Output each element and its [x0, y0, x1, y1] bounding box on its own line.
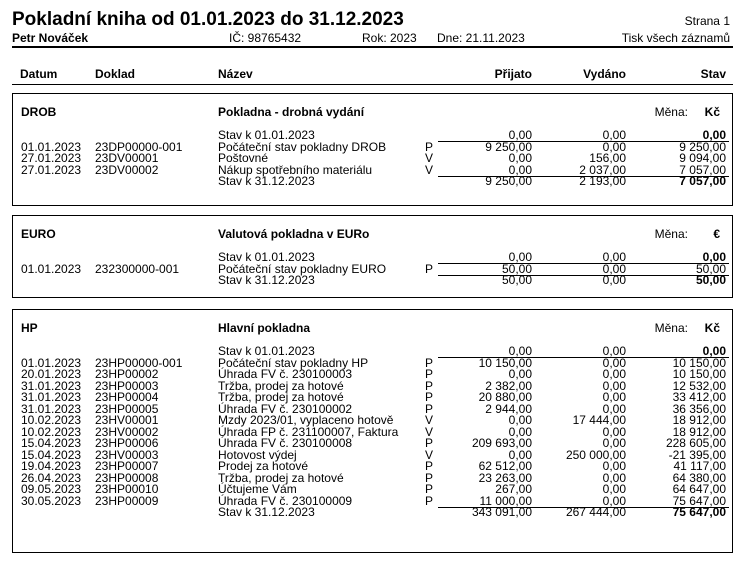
row-type: V	[425, 424, 434, 439]
row-name: Tržba, prodej za hotové	[218, 470, 344, 485]
opening-in: 0,00	[508, 344, 532, 358]
row-date: 27.01.2023	[21, 162, 82, 177]
opening-in: 0,00	[508, 128, 532, 142]
row-name: Úhrada FV č. 230100009	[218, 493, 353, 508]
row-type: P	[425, 261, 434, 276]
row-balance: 9 250,00	[679, 139, 726, 154]
row-issued: 0,00	[602, 261, 626, 276]
row-date: 01.01.2023	[21, 355, 82, 370]
row-balance: 10 150,00	[672, 367, 726, 381]
col-header-date: Datum	[20, 67, 58, 81]
currency-value: €	[713, 227, 720, 241]
row-issued: 0,00	[602, 401, 626, 416]
row-issued: 0,00	[602, 355, 626, 370]
cashbox-code: HP	[21, 321, 38, 335]
cashbox-code: DROB	[21, 105, 57, 119]
row-balance: 50,00	[695, 261, 726, 276]
row-type: P	[425, 470, 434, 485]
closing-balance: 7 057,00	[679, 174, 726, 188]
row-name: Mzdy 2023/01, vyplaceno hotově	[218, 413, 394, 427]
row-received: 0,00	[508, 413, 532, 427]
row-issued: 0,00	[602, 459, 626, 473]
company-ic: IČ: 98765432	[229, 31, 302, 45]
row-name: Tržba, prodej za hotové	[218, 390, 344, 404]
closing-label: Stav k 31.12.2023	[218, 505, 315, 519]
closing-balance-row	[13, 175, 732, 188]
row-name: Nákup spotřebního materiálu	[218, 162, 373, 177]
row-received: 9 250,00	[485, 139, 532, 154]
currency-label: Měna:	[654, 105, 688, 119]
row-issued: 2 037,00	[579, 162, 626, 177]
col-header-out: Vydáno	[583, 67, 626, 81]
row-issued: 0,00	[602, 424, 626, 439]
cashbox-name: Hlavní pokladna	[218, 321, 311, 335]
row-name: Úhrada FV č. 230100008	[218, 436, 353, 450]
row-date: 31.01.2023	[21, 378, 82, 393]
row-type: P	[425, 459, 434, 473]
closing-in: 50,00	[501, 273, 532, 287]
row-name: Prodej za hotové	[218, 459, 309, 473]
row-date: 10.02.2023	[21, 413, 82, 427]
row-document: 23HP00004	[95, 390, 159, 404]
row-type: V	[425, 413, 434, 427]
closing-balance: 75 647,00	[672, 505, 726, 519]
opening-in: 0,00	[508, 250, 532, 264]
row-received: 23 263,00	[478, 470, 532, 485]
closing-out: 267 444,00	[565, 505, 626, 519]
row-balance: 18 912,00	[672, 424, 726, 439]
row-type: P	[425, 493, 434, 508]
currency-label: Měna:	[654, 321, 688, 335]
row-date: 19.04.2023	[21, 459, 82, 473]
row-balance: 7 057,00	[679, 162, 726, 177]
row-name: Účtujeme Vám	[218, 482, 297, 496]
closing-balance: 50,00	[695, 273, 726, 287]
row-type: P	[425, 401, 434, 416]
currency-value: Kč	[704, 105, 720, 119]
report-date: Dne: 21.11.2023	[437, 31, 525, 45]
row-date: 15.04.2023	[21, 436, 82, 450]
row-issued: 0,00	[602, 139, 626, 154]
row-received: 62 512,00	[478, 459, 532, 473]
row-balance: 33 412,00	[672, 390, 726, 404]
closing-label: Stav k 31.12.2023	[218, 273, 315, 287]
row-received: 267,00	[495, 482, 532, 496]
column-header-rule	[12, 84, 733, 85]
closing-in: 343 091,00	[471, 505, 532, 519]
row-document: 23HV00003	[95, 447, 159, 462]
cashbox-name: Pokladna - drobná vydání	[218, 105, 365, 119]
row-received: 0,00	[508, 424, 532, 439]
opening-balance: 0,00	[702, 128, 726, 142]
section-hp	[12, 309, 733, 553]
row-balance: 12 532,00	[672, 378, 726, 393]
row-name: Úhrada FP č. 231100007, Faktura	[218, 424, 399, 439]
row-received: 20 880,00	[478, 390, 532, 404]
row-document: 23DV00001	[95, 151, 159, 165]
row-name: Úhrada FV č. 230100002	[218, 401, 353, 416]
row-document: 23DV00002	[95, 162, 159, 177]
closing-out: 2 193,00	[579, 174, 626, 188]
row-received: 10 150,00	[478, 355, 532, 370]
company-name: Petr Nováček	[12, 31, 89, 45]
row-document: 23HP00003	[95, 378, 159, 393]
closing-out: 0,00	[602, 273, 626, 287]
row-type: V	[425, 151, 434, 165]
row-document: 23DP00000-001	[95, 139, 183, 154]
row-name: Počáteční stav pokladny EURO	[218, 261, 387, 276]
section-drob	[12, 93, 733, 206]
row-issued: 17 444,00	[572, 413, 626, 427]
row-date: 31.01.2023	[21, 390, 82, 404]
row-issued: 0,00	[602, 367, 626, 381]
row-name: Počáteční stav pokladny DROB	[218, 139, 387, 154]
row-document: 23HP00002	[95, 367, 159, 381]
col-header-in: Přijato	[494, 67, 532, 81]
row-date: 15.04.2023	[21, 447, 82, 462]
row-date: 26.04.2023	[21, 470, 82, 485]
closing-balance-row	[13, 274, 732, 287]
row-received: 0,00	[508, 162, 532, 177]
currency-label: Měna:	[654, 227, 688, 241]
row-received: 0,00	[508, 367, 532, 381]
row-received: 11 000,00	[479, 493, 532, 508]
row-document: 23HP00008	[95, 470, 159, 485]
row-balance: 64 647,00	[672, 482, 726, 496]
row-date: 20.01.2023	[21, 367, 82, 381]
row-issued: 0,00	[602, 493, 626, 508]
row-issued: 0,00	[602, 436, 626, 450]
opening-out: 0,00	[602, 250, 626, 264]
row-received: 2 382,00	[485, 378, 532, 393]
row-balance: 41 117,00	[673, 459, 726, 473]
row-balance: 10 150,00	[672, 355, 726, 370]
row-document: 23HP00006	[95, 436, 159, 450]
col-header-name: Název	[218, 67, 253, 81]
row-name: Počáteční stav pokladny HP	[218, 355, 369, 370]
row-received: 209 693,00	[471, 436, 532, 450]
opening-label: Stav k 01.01.2023	[218, 250, 315, 264]
header-rule	[12, 46, 733, 48]
row-received: 2 944,00	[485, 401, 532, 416]
report-year: Rok: 2023	[362, 31, 417, 45]
opening-out: 0,00	[602, 344, 626, 358]
opening-label: Stav k 01.01.2023	[218, 128, 315, 142]
row-name: Úhrada FV č. 230100003	[218, 367, 353, 381]
row-date: 01.01.2023	[21, 261, 82, 276]
section-header	[13, 106, 732, 119]
closing-balance-row	[13, 506, 732, 519]
row-balance: 36 356,00	[672, 401, 726, 416]
row-balance: 9 094,00	[679, 151, 726, 165]
row-type: V	[425, 447, 434, 462]
row-issued: 0,00	[602, 470, 626, 485]
row-date: 09.05.2023	[21, 482, 82, 496]
row-document: 23HV00002	[95, 424, 159, 439]
opening-balance: 0,00	[702, 250, 726, 264]
row-document: 23HP00010	[95, 482, 159, 496]
row-type: P	[425, 390, 434, 404]
row-name: Poštovné	[218, 151, 269, 165]
row-document: 23HP00000-001	[95, 355, 183, 370]
print-mode: Tisk všech záznamů	[621, 31, 730, 45]
row-balance: 228 605,00	[665, 436, 726, 450]
row-received: 0,00	[508, 447, 532, 462]
row-date: 31.01.2023	[21, 401, 82, 416]
opening-out: 0,00	[602, 128, 626, 142]
row-type: P	[425, 378, 434, 393]
section-header	[13, 228, 732, 241]
row-issued: 0,00	[602, 482, 626, 496]
col-header-doc: Doklad	[95, 67, 136, 81]
currency-value: Kč	[704, 321, 720, 335]
row-date: 27.01.2023	[21, 151, 82, 165]
row-name: Hotovost výdej	[218, 447, 297, 462]
row-issued: 0,00	[602, 390, 626, 404]
row-issued: 156,00	[589, 151, 626, 165]
row-date: 01.01.2023	[21, 139, 82, 154]
row-balance: 18 912,00	[672, 413, 726, 427]
cashbox-name: Valutová pokladna v EURo	[218, 227, 370, 241]
row-date: 30.05.2023	[21, 493, 82, 508]
row-type: P	[425, 482, 434, 496]
row-document: 23HP00007	[95, 459, 159, 473]
section-euro	[12, 215, 733, 298]
row-document: 232300000-001	[95, 261, 180, 276]
page-number: Strana 1	[684, 14, 730, 28]
row-received: 50,00	[501, 261, 532, 276]
row-type: P	[425, 139, 434, 154]
opening-balance: 0,00	[702, 344, 726, 358]
page-title: Pokladní kniha od 01.01.2023 do 31.12.2023	[12, 9, 404, 30]
row-name: Tržba, prodej za hotové	[218, 378, 344, 393]
row-balance: 64 380,00	[672, 470, 726, 485]
row-balance: -21 395,00	[668, 447, 726, 462]
row-balance: 75 647,00	[672, 493, 726, 508]
row-received: 0,00	[508, 151, 532, 165]
row-type: P	[425, 436, 434, 450]
row-document: 23HP00005	[95, 401, 159, 416]
row-issued: 250 000,00	[565, 447, 626, 462]
row-date: 10.02.2023	[21, 424, 82, 439]
cashbox-code: EURO	[21, 227, 56, 241]
row-issued: 0,00	[602, 378, 626, 393]
row-document: 23HP00009	[95, 493, 159, 508]
row-type: P	[425, 367, 434, 381]
row-type: V	[425, 162, 434, 177]
row-type: P	[425, 355, 434, 370]
closing-label: Stav k 31.12.2023	[218, 174, 315, 188]
section-header	[13, 322, 732, 335]
opening-label: Stav k 01.01.2023	[218, 344, 315, 358]
col-header-bal: Stav	[700, 67, 726, 81]
row-document: 23HV00001	[95, 413, 159, 427]
closing-in: 9 250,00	[485, 174, 532, 188]
